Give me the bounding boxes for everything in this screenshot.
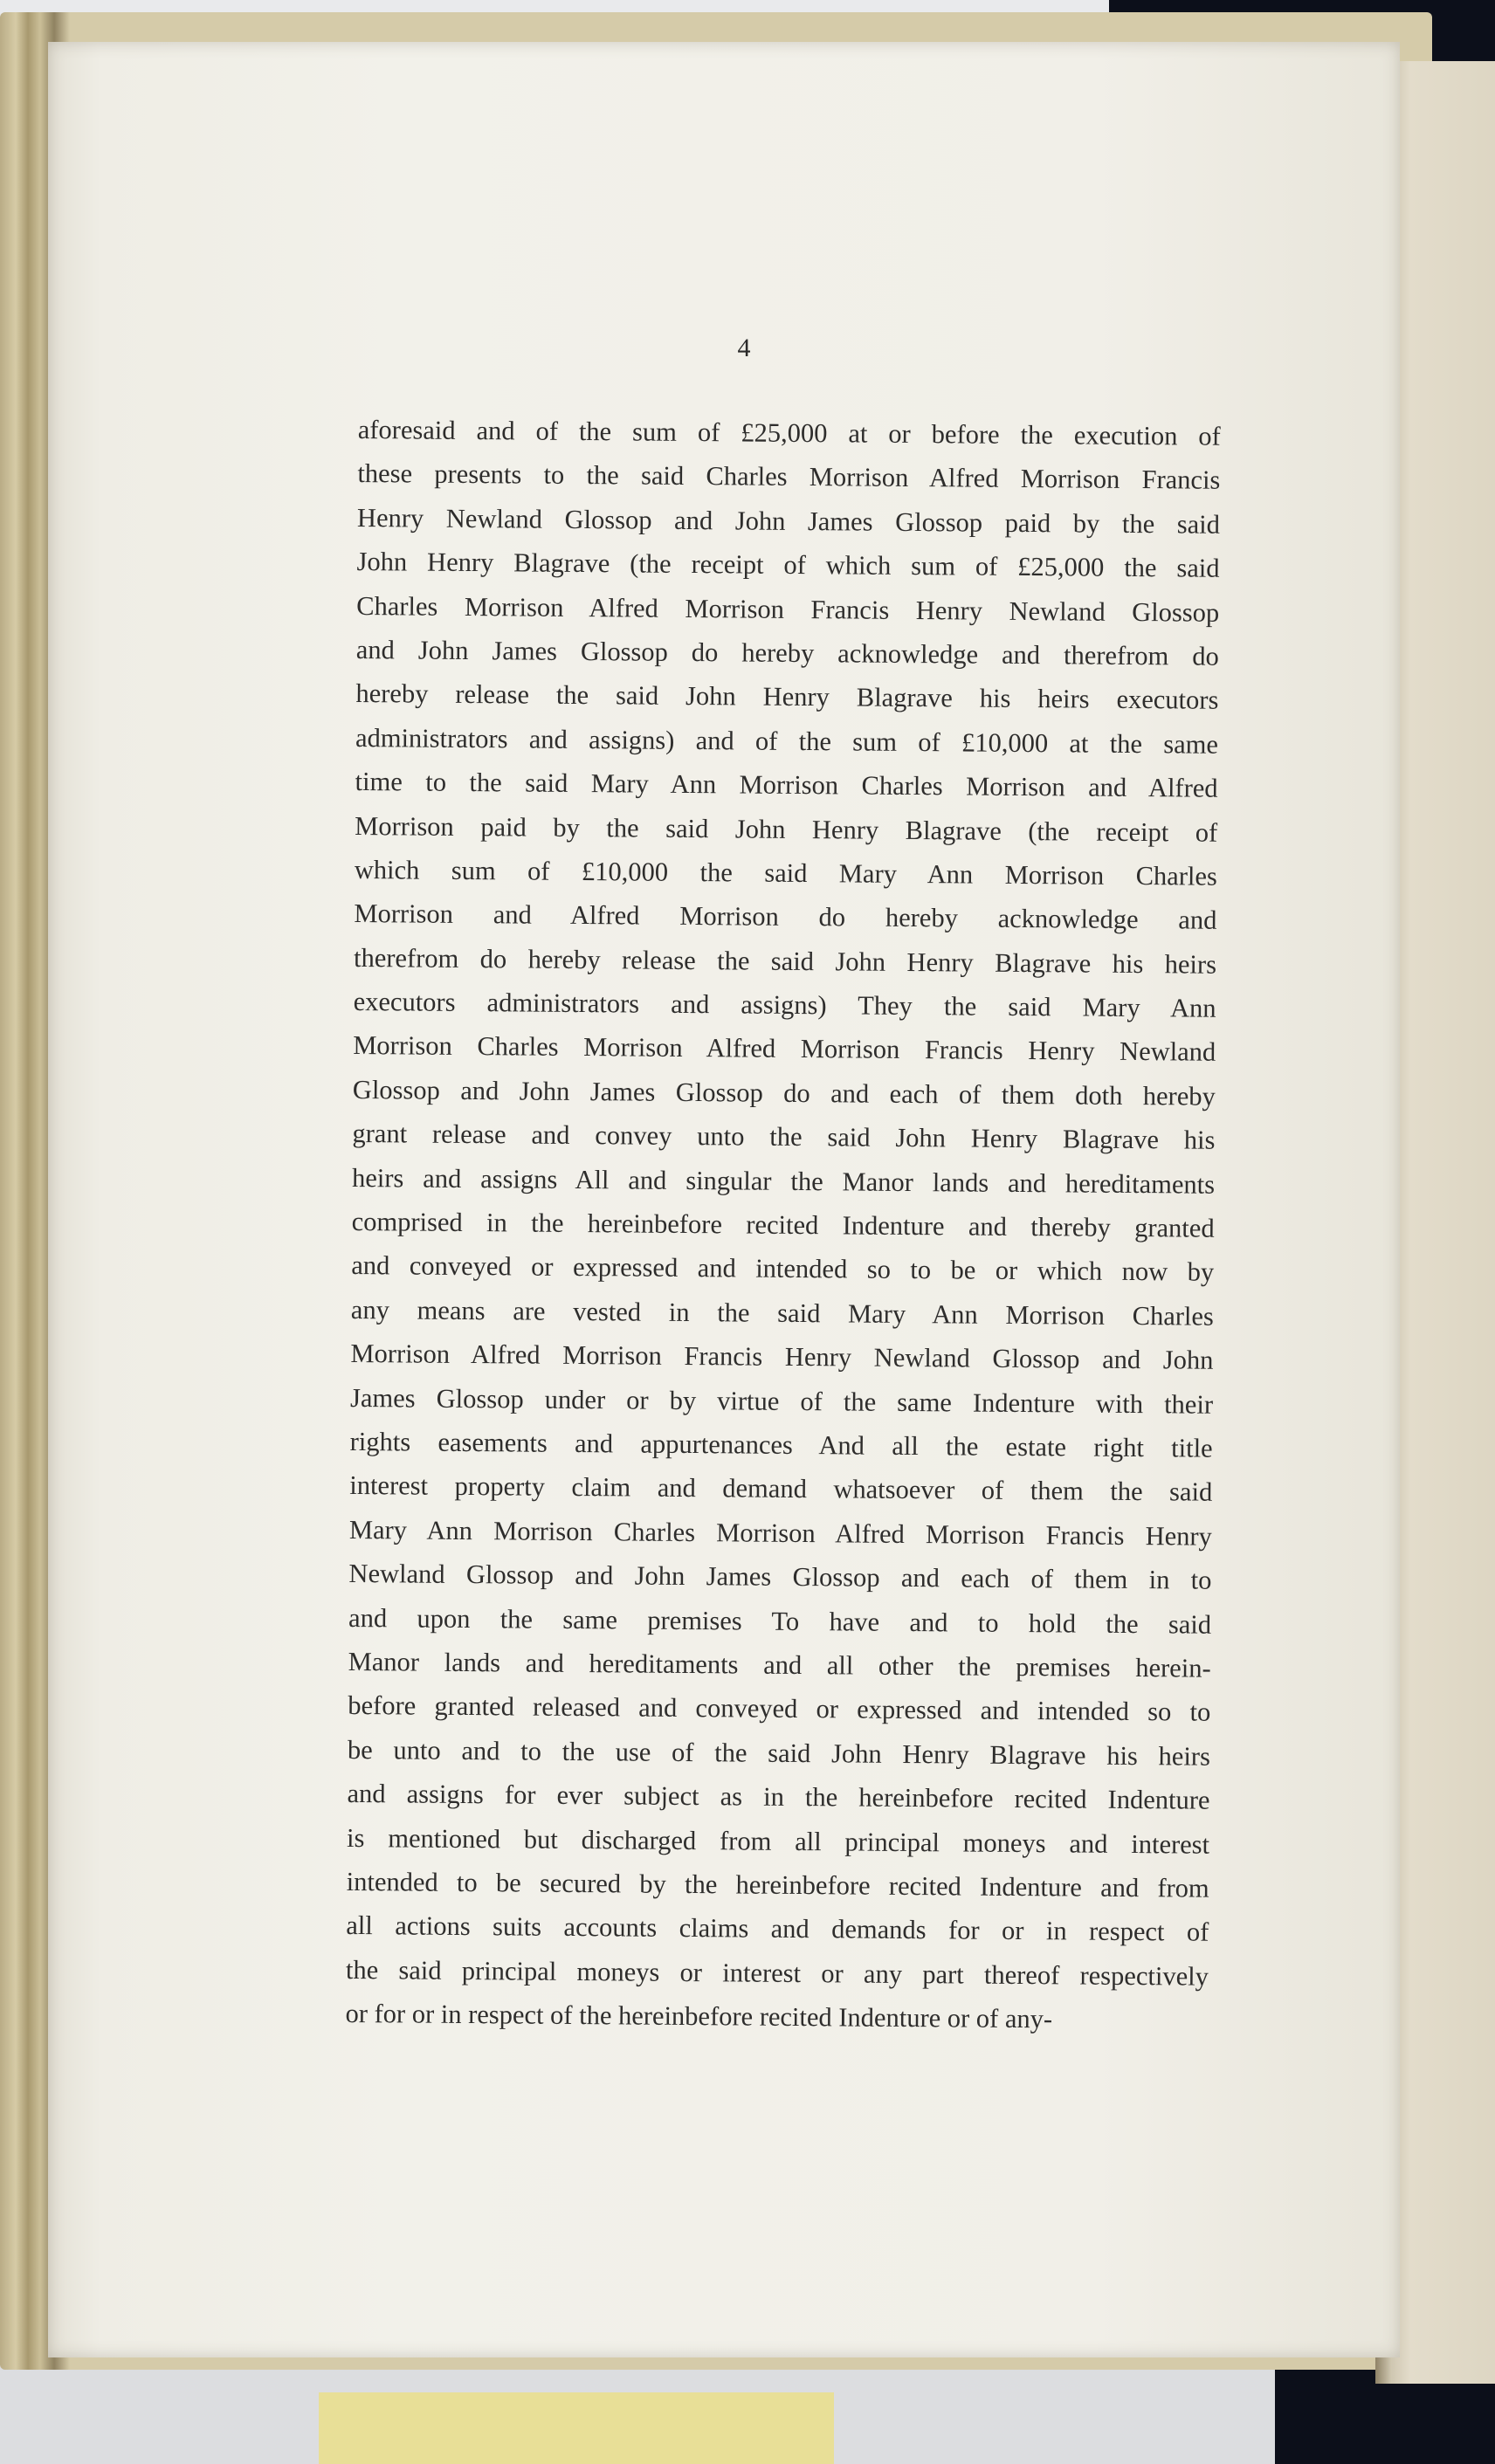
- text-line: intended to be secured by the hereinbefore recited Indenture and from: [346, 1866, 1209, 1903]
- text-line: Morrison paid by the said John Henry Blagrave (the receipt of: [355, 810, 1218, 848]
- text-line: Glossop and John James Glossop do and each of them doth hereby: [352, 1074, 1216, 1112]
- text-line: interest property claim and demand whatsoever of them the said: [349, 1470, 1213, 1508]
- text-line: John Henry Blagrave (the receipt of which sum of £25,000 the said: [356, 547, 1220, 583]
- text-line: and John James Glossop do hereby acknowledge and therefrom do: [355, 634, 1219, 671]
- text-line: grant release and convey unto the said John Henry Blagrave his: [352, 1118, 1216, 1155]
- text-line: rights easements and appurtenances And all the estate right title: [349, 1426, 1213, 1463]
- text-line: comprised in the hereinbefore recited Indenture and thereby granted: [351, 1207, 1215, 1243]
- text-line: all actions suits accounts claims and demands for or in respect of: [346, 1910, 1209, 1947]
- text-line: which sum of £10,000 the said Mary Ann Morrison Charles: [354, 854, 1217, 891]
- text-line: Mary Ann Morrison Charles Morrison Alfred Morrison Francis Henry: [348, 1514, 1213, 1552]
- text-line: Manor lands and hereditaments and all other the premises herein-: [348, 1646, 1211, 1683]
- text-line: the said principal moneys or interest or any part thereof respectively: [345, 1954, 1209, 1992]
- text-line: or for or in respect of the hereinbefore recited Indenture or of any-: [345, 1999, 1053, 2034]
- yellow-tab: [319, 2392, 834, 2464]
- text-line: executors administrators and assigns) They the said Mary Ann: [353, 987, 1216, 1023]
- text-line: Morrison Alfred Morrison Francis Henry Newland Glossop and John: [350, 1339, 1214, 1375]
- text-line: James Glossop under or by virtue of the same Indenture with their: [349, 1382, 1214, 1420]
- text-line: heirs and assigns All and singular the Manor lands and hereditaments: [351, 1162, 1216, 1200]
- text-line: time to the said Mary Ann Morrison Charles Morrison and Alfred: [355, 767, 1218, 803]
- text-line: and upon the same premises To have and to hold the said: [348, 1602, 1212, 1640]
- body-text: [345, 408, 1221, 2042]
- text-line: Henry Newland Glossop and John James Glossop paid by the said: [356, 502, 1221, 540]
- page-number: 4: [737, 334, 751, 362]
- text-line: is mentioned but discharged from all principal moneys and interest: [347, 1822, 1210, 1860]
- text-line: administrators and assigns) and of the sum of £10,000 at the same: [355, 722, 1219, 760]
- text-line: Newland Glossop and John James Glossop and each of them in to: [348, 1559, 1212, 1595]
- text-line: be unto and to the use of the said John Henry Blagrave his heirs: [347, 1734, 1211, 1772]
- text-line: hereby release the said John Henry Blagrave his heirs executors: [355, 678, 1219, 716]
- text-line: any means are vested in the said Mary Ann Morrison Charles: [350, 1294, 1214, 1332]
- text-line: Morrison and Alfred Morrison do hereby acknowledge and: [354, 898, 1217, 936]
- text-line: Morrison Charles Morrison Alfred Morrison Francis Henry Newland: [353, 1030, 1216, 1068]
- text-line: aforesaid and of the sum of £25,000 at or before the execution of: [357, 414, 1221, 451]
- text-line: and assigns for ever subject as in the hereinbefore recited Indenture: [347, 1779, 1210, 1815]
- text-line: and conveyed or expressed and intended so to be or which now by: [351, 1250, 1215, 1288]
- text-line: these presents to the said Charles Morrison Alfred Morrison Francis: [357, 458, 1221, 496]
- text-line: before granted released and conveyed or expressed and intended so to: [348, 1690, 1211, 1728]
- text-line: Charles Morrison Alfred Morrison Francis Henry Newland Glossop: [356, 590, 1220, 628]
- text-line: therefrom do hereby release the said John Henry Blagrave his heirs: [353, 942, 1217, 980]
